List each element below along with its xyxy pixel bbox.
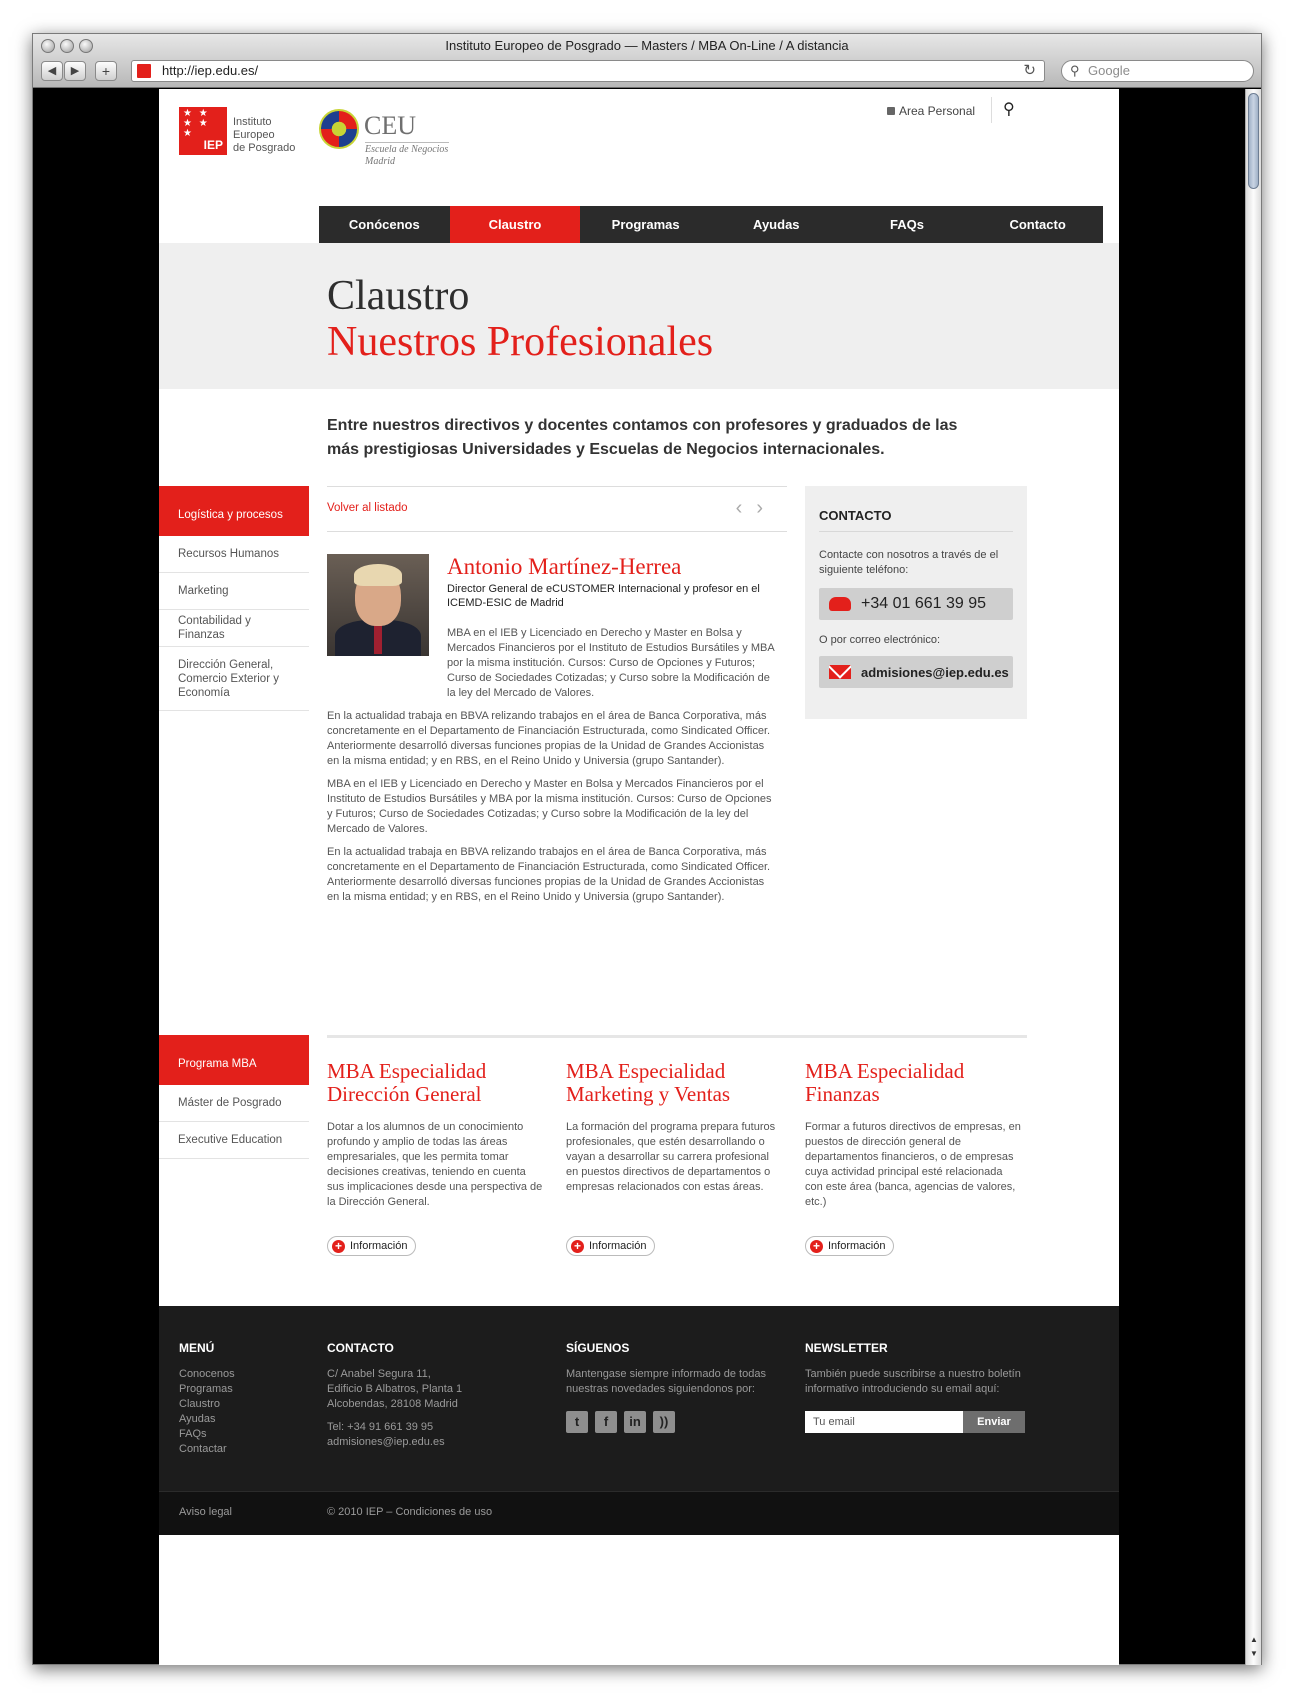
info-button[interactable] [327, 1236, 416, 1256]
ceu-subtitle [365, 142, 449, 168]
iep-name-line: de Posgrado [233, 142, 296, 154]
back-button[interactable]: ◀ [41, 61, 63, 81]
phone-icon [829, 597, 851, 611]
scroll-up-arrow-icon[interactable]: ▲ [1250, 1635, 1258, 1644]
ceu-subtitle-line: Madrid [365, 156, 395, 167]
area-personal-label: Area Personal [899, 104, 976, 118]
sidebar-item-master[interactable]: Máster de Posgrado [159, 1085, 309, 1122]
programs-section [327, 1035, 1027, 1253]
plus-icon: + [571, 1240, 584, 1253]
nav-faqs[interactable]: FAQs [889, 217, 924, 232]
site-search-icon[interactable]: ⚲ [1003, 101, 1015, 118]
program-description: La formación del programa prepara futuros profesionales, que estén desarrollando o vayan a desarrollar su carrera profesional en puestos directivos de departamentos o empresas relacionados con estas áreas. [566, 1121, 776, 1193]
linkedin-icon[interactable]: in [624, 1411, 646, 1433]
footer-link[interactable]: Conocenos [179, 1368, 235, 1380]
page-title: Claustro [327, 273, 470, 319]
plus-icon: + [332, 1240, 345, 1253]
footer-link[interactable]: Ayudas [179, 1413, 216, 1425]
bio-paragraph: MBA en el IEB y Licenciado en Derecho y Master en Bolsa y Mercados Financieros por el Instituto de Estudios Bursátiles y MBA por la misma institución. Cursos: Curso de Opciones y Futuros; Curso de Sociedades Cotizadas; y Curso sobre la Modificación de la ley del Mercado de Valores. [447, 627, 775, 699]
chevron-right-icon[interactable]: › [756, 497, 777, 519]
program-type-menu [159, 1035, 309, 1159]
add-bookmark-button[interactable]: + [95, 61, 117, 81]
sidebar-item-executive[interactable]: Executive Education [159, 1122, 309, 1159]
sidebar-item-programa-mba[interactable]: Programa MBA [159, 1035, 309, 1085]
social-links [566, 1411, 776, 1433]
info-button-label: Información [828, 1240, 886, 1252]
window-title: Instituto Europeo de Posgrado — Masters / MBA On-Line / A distancia [445, 38, 849, 53]
header-divider [991, 97, 992, 123]
web-page [159, 89, 1119, 1665]
scroll-down-arrow-icon[interactable]: ▼ [1250, 1649, 1258, 1658]
intro-text: Entre nuestros directivos y docentes contamos con profesores y graduados de las más prestigiosas Universidades y Escuelas de Negocios internacionales. [327, 417, 958, 458]
footer-link[interactable]: FAQs [179, 1428, 207, 1440]
info-button[interactable] [805, 1236, 894, 1256]
mail-icon [829, 665, 851, 679]
footer-newsletter-title: NEWSLETTER [805, 1341, 888, 1355]
footer-email[interactable]: admisiones@iep.edu.es [327, 1436, 445, 1448]
contact-phone: +34 01 661 39 95 [861, 595, 987, 612]
search-icon: ⚲ [1070, 63, 1080, 78]
footer-link[interactable]: Contactar [179, 1443, 227, 1455]
info-button-label: Información [350, 1240, 408, 1252]
program-title[interactable]: MBA Especialidad Finanzas [805, 1059, 965, 1106]
area-personal-link[interactable] [887, 104, 975, 118]
nav-conocenos[interactable]: Conócenos [348, 217, 420, 232]
footer-link[interactable]: Claustro [179, 1398, 220, 1410]
address-line: Alcobendas, 28108 Madrid [327, 1398, 458, 1410]
nav-claustro[interactable]: Claustro [450, 206, 581, 243]
footer-contact-title: CONTACTO [327, 1341, 394, 1355]
nav-programas[interactable]: Programas [611, 217, 680, 232]
lock-icon [887, 107, 895, 115]
info-button-label: Información [589, 1240, 647, 1252]
reload-icon[interactable]: ↻ [1023, 62, 1036, 79]
sidebar-item-contabilidad[interactable]: Contabilidad y Finanzas [159, 610, 309, 647]
ceu-name: CEU [364, 111, 416, 140]
back-to-list-link[interactable]: Volver al listado [327, 502, 408, 514]
rss-icon[interactable]: )) [653, 1411, 675, 1433]
bio-paragraph: MBA en el IEB y Licenciado en Derecho y Master en Bolsa y Mercados Financieros por el Instituto de Estudios Bursátiles y MBA por la misma institución. Cursos: Curso de Opciones y Futuros; Curso de Sociedades Cotizadas; y Curso sobre la Modificación de la ley del Mercado de Valores. [327, 778, 772, 835]
profile-role: Director General de eCUSTOMER Internacional y profesor en el ICEMD-ESIC de Madrid [447, 583, 760, 609]
forward-button[interactable]: ▶ [64, 61, 86, 81]
program-description: Dotar a los alumnos de un conocimiento profundo y amplio de todas las áreas empresariales, que les permita tomar decisiones creativas, teniendo en cuenta sus implicaciones desde una perspectiva de la Dirección General. [327, 1121, 543, 1208]
twitter-icon[interactable]: t [566, 1411, 588, 1433]
page-subtitle: Nuestros Profesionales [327, 319, 714, 365]
bio-paragraph: En la actualidad trabaja en BBVA relizando trabajos en el área de Banca Corporativa, más concretamente en el Departamento de Financiación Estructurada, como Sindicated Officer. Anteriormente desarrolló diversas funciones propias de la Unidad de Grandes Accionistas en la misma entidad; y en RBS, en el Reino Unido y Universia (grupo Santander). [327, 710, 771, 767]
iep-name-line: Europeo [233, 129, 275, 141]
legal-notice-link[interactable]: Aviso legal [179, 1506, 232, 1518]
prev-next-arrows [736, 497, 777, 520]
copyright-text: © 2010 IEP – Condiciones de uso [327, 1506, 493, 1518]
sidebar-item-logistica[interactable]: Logística y procesos [159, 486, 309, 536]
bottom-bar [159, 1491, 1119, 1535]
program-title[interactable]: MBA Especialidad Marketing y Ventas [566, 1059, 731, 1106]
plus-icon: + [810, 1240, 823, 1253]
newsletter-submit-button[interactable]: Enviar [963, 1411, 1025, 1433]
iep-logo[interactable] [179, 107, 227, 155]
footer-contact [327, 1341, 462, 1450]
phone-box[interactable] [819, 588, 1013, 620]
footer-menu-title: MENÚ [179, 1341, 215, 1355]
footer-newsletter [805, 1341, 1027, 1433]
footer-link[interactable]: Programas [179, 1383, 233, 1395]
address-bar[interactable] [131, 60, 1045, 82]
info-button[interactable] [566, 1236, 655, 1256]
program-card [327, 1060, 543, 1256]
main-nav [319, 206, 1103, 243]
footer-newsletter-text: También puede suscribirse a nuestro boletín informativo introduciendo su email aquí: [805, 1368, 1021, 1395]
newsletter-form [805, 1411, 1027, 1433]
browser-chrome [33, 34, 1261, 88]
scrollbar-thumb[interactable] [1248, 93, 1259, 189]
email-box[interactable] [819, 656, 1013, 688]
iep-name-line: Instituto [233, 116, 272, 128]
profile-toolbar [327, 486, 787, 532]
browser-search-input[interactable] [1061, 60, 1254, 82]
program-card [566, 1060, 782, 1256]
search-placeholder: Google [1088, 63, 1130, 78]
facebook-icon[interactable]: f [595, 1411, 617, 1433]
program-card [805, 1060, 1021, 1256]
sidebar-item-direccion[interactable]: Dirección General, Comercio Exterior y Economía [159, 647, 309, 711]
bio-paragraph: En la actualidad trabaja en BBVA relizando trabajos en el área de Banca Corporativa, más concretamente en el Departamento de Financiación Estructurada, como Sindicated Officer. Anteriormente desarrolló diversas funciones propias de la Unidad de Grandes Accionistas en la misma entidad; y en RBS, en el Reino Unido y Universia (grupo Santander). [327, 846, 771, 903]
sidebar-item-rrhh[interactable]: Recursos Humanos [159, 536, 309, 573]
program-description: Formar a futuros directivos de empresas, en puestos de dirección general de departamentos financieros, o de empresas cuya actividad principal esté relacionada con este área (banca, agencias de valores, etc.) [805, 1121, 1021, 1208]
contact-email: admisiones@iep.edu.es [861, 664, 1009, 680]
footer-phone: Tel: +34 91 661 39 95 [327, 1421, 434, 1433]
chevron-left-icon[interactable]: ‹ [735, 497, 757, 519]
photo-hair [354, 564, 402, 586]
profile-bio [327, 626, 779, 913]
footer-follow-title: SÍGUENOS [566, 1341, 630, 1355]
ceu-subtitle-line: Escuela de Negocios [365, 144, 449, 155]
newsletter-email-input[interactable]: Tu email [805, 1411, 963, 1433]
browser-window [32, 33, 1262, 1665]
stars-icon: ★ ★ ★ ★ ★ [183, 108, 210, 139]
favicon-icon [137, 64, 151, 78]
footer-follow [566, 1341, 776, 1433]
contact-box-title: CONTACTO [819, 508, 1013, 532]
hero-banner [159, 243, 1119, 389]
profile-section [327, 486, 787, 903]
address-line: C/ Anabel Segura 11, [327, 1368, 431, 1380]
iep-name [233, 116, 313, 155]
footer-menu [179, 1341, 235, 1457]
vertical-scrollbar[interactable] [1245, 89, 1261, 1665]
footer-follow-text: Mantengase siempre informado de todas nuestras novedades siguiendonos por: [566, 1368, 766, 1395]
url-text: http://iep.edu.es/ [162, 63, 259, 78]
address-line: Edificio B Albatros, Planta 1 [327, 1383, 463, 1395]
nav-contacto[interactable]: Contacto [1009, 217, 1066, 232]
nav-ayudas[interactable]: Ayudas [753, 217, 800, 232]
contact-box-text-2: O por correo electrónico: [819, 634, 941, 646]
footer [159, 1306, 1119, 1491]
iep-logo-text: IEP [203, 138, 223, 152]
faculty-category-menu [159, 486, 309, 711]
sidebar-item-marketing[interactable]: Marketing [159, 573, 309, 610]
contact-box [805, 486, 1027, 719]
program-title[interactable]: MBA Especialidad Dirección General [327, 1059, 487, 1106]
contact-box-text: Contacte con nosotros a través de el siguiente teléfono: [819, 549, 999, 576]
ceu-logo-icon [319, 109, 359, 149]
profile-name: Antonio Martínez-Herrea [447, 554, 682, 579]
